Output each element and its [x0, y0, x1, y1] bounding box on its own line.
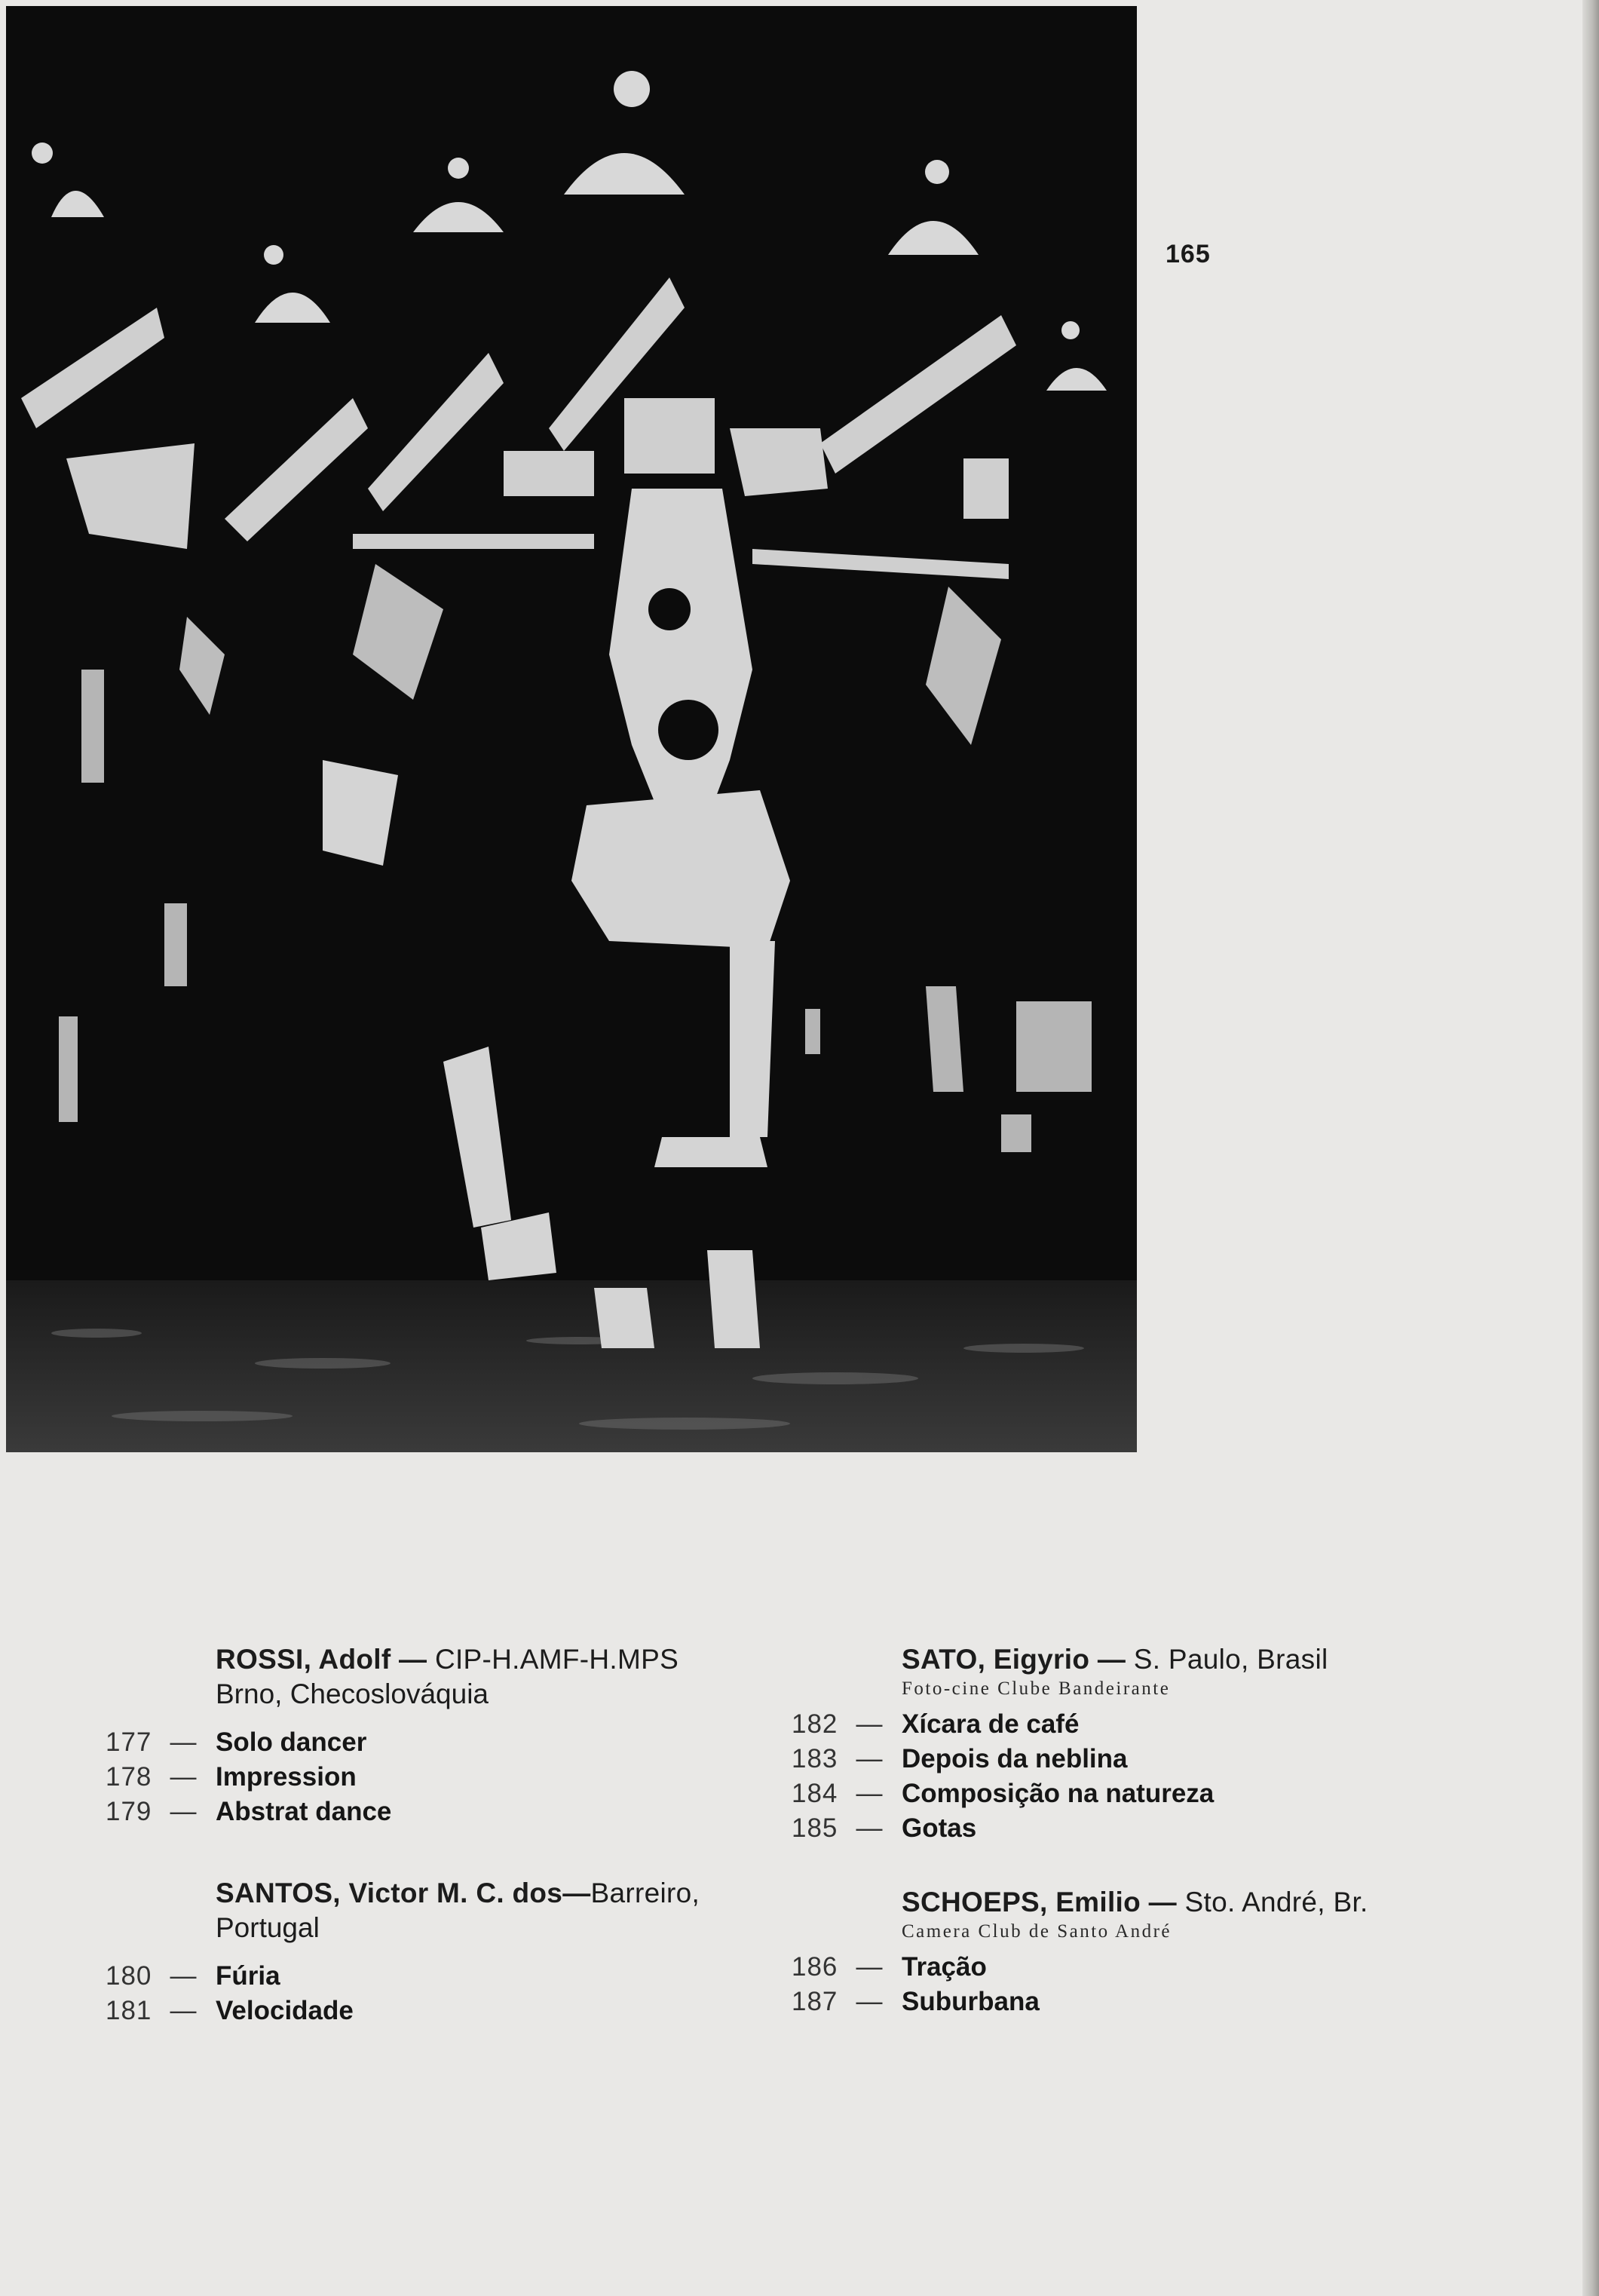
author-line [216, 1876, 746, 1911]
catalog-number: 184 [792, 1779, 838, 1808]
catalog-number: 179 [106, 1797, 152, 1826]
author-line [902, 1885, 1470, 1920]
work-title: Tração [902, 1952, 987, 1982]
work-title: Velocidade [216, 1996, 354, 2025]
list-item [792, 1776, 1470, 1811]
work-title: Depois da neblina [902, 1744, 1128, 1773]
separator: — [562, 1878, 591, 1908]
catalog-number: 185 [792, 1813, 838, 1843]
author-affiliation: Barreiro, [590, 1878, 700, 1908]
separator: — [856, 1779, 883, 1808]
separator: — [170, 1797, 197, 1826]
list-item [106, 1959, 746, 1994]
work-title: Gotas [902, 1813, 977, 1843]
photo-illustration [6, 6, 1137, 1452]
page-number: 165 [1166, 240, 1211, 268]
list-item [792, 1985, 1470, 2019]
catalog-number: 186 [792, 1952, 838, 1982]
list-item [106, 1795, 746, 1829]
work-title: Xícara de café [902, 1709, 1080, 1739]
work-title: Suburbana [902, 1987, 1040, 2016]
list-item [792, 1950, 1470, 1985]
guards-photograph [6, 6, 1137, 1452]
separator: — [1097, 1644, 1126, 1675]
catalog-number: 181 [106, 1996, 152, 2025]
list-item [106, 1760, 746, 1795]
separator: — [170, 1762, 197, 1792]
author-line [902, 1642, 1470, 1677]
entry-spacer [106, 1829, 746, 1876]
catalog-number: 177 [106, 1727, 152, 1757]
list-item [106, 1725, 746, 1760]
list-item [792, 1742, 1470, 1776]
catalog-entry-santos [106, 1876, 746, 2028]
separator: — [856, 1744, 883, 1773]
separator: — [170, 1727, 197, 1757]
work-title: Fúria [216, 1961, 280, 1991]
catalog-entry-rossi [106, 1642, 746, 1829]
separator: — [856, 1952, 883, 1982]
list-item [106, 1994, 746, 2028]
list-item [792, 1707, 1470, 1742]
author-name: SATO, Eigyrio [902, 1644, 1090, 1675]
catalog-entry-schoeps [792, 1885, 1470, 2019]
club-name: Camera Club de Santo André [902, 1921, 1172, 1942]
work-title: Solo dancer [216, 1727, 367, 1757]
author-name: SANTOS, Victor M. C. dos [216, 1878, 563, 1908]
list-item [792, 1811, 1470, 1846]
work-title: Impression [216, 1762, 357, 1792]
catalog-number: 182 [792, 1709, 838, 1739]
author-location: Portugal [216, 1912, 320, 1943]
separator: — [1148, 1887, 1177, 1917]
scan-edge-shadow [1582, 0, 1599, 2296]
catalog-column-right [792, 1642, 1470, 2019]
separator: — [170, 1996, 197, 2025]
work-title: Abstrat dance [216, 1797, 392, 1826]
separator: — [856, 1813, 883, 1843]
work-title: Composição na natureza [902, 1779, 1215, 1808]
catalog-column-left [106, 1642, 746, 2028]
catalog-number: 180 [106, 1961, 152, 1991]
separator: — [856, 1709, 883, 1739]
entry-spacer [792, 1846, 1470, 1885]
separator: — [399, 1644, 427, 1675]
club-name: Foto-cine Clube Bandeirante [902, 1678, 1171, 1699]
works-list [792, 1707, 1470, 1846]
author-line [216, 1642, 746, 1677]
works-list [792, 1950, 1470, 2019]
author-location: Brno, Checoslováquia [216, 1678, 489, 1709]
author-affiliation: S. Paulo, Brasil [1133, 1644, 1328, 1675]
works-list [106, 1959, 746, 2028]
works-list [106, 1725, 746, 1829]
catalog-number: 187 [792, 1987, 838, 2016]
catalog-number: 183 [792, 1744, 838, 1773]
author-affiliation: CIP-H.AMF-H.MPS [434, 1644, 679, 1675]
catalog-number: 178 [106, 1762, 152, 1792]
author-name: SCHOEPS, Emilio [902, 1887, 1141, 1917]
separator: — [856, 1987, 883, 2016]
catalog-entry-sato [792, 1642, 1470, 1846]
separator: — [170, 1961, 197, 1991]
author-affiliation: Sto. André, Br. [1184, 1887, 1368, 1917]
author-name: ROSSI, Adolf [216, 1644, 391, 1675]
